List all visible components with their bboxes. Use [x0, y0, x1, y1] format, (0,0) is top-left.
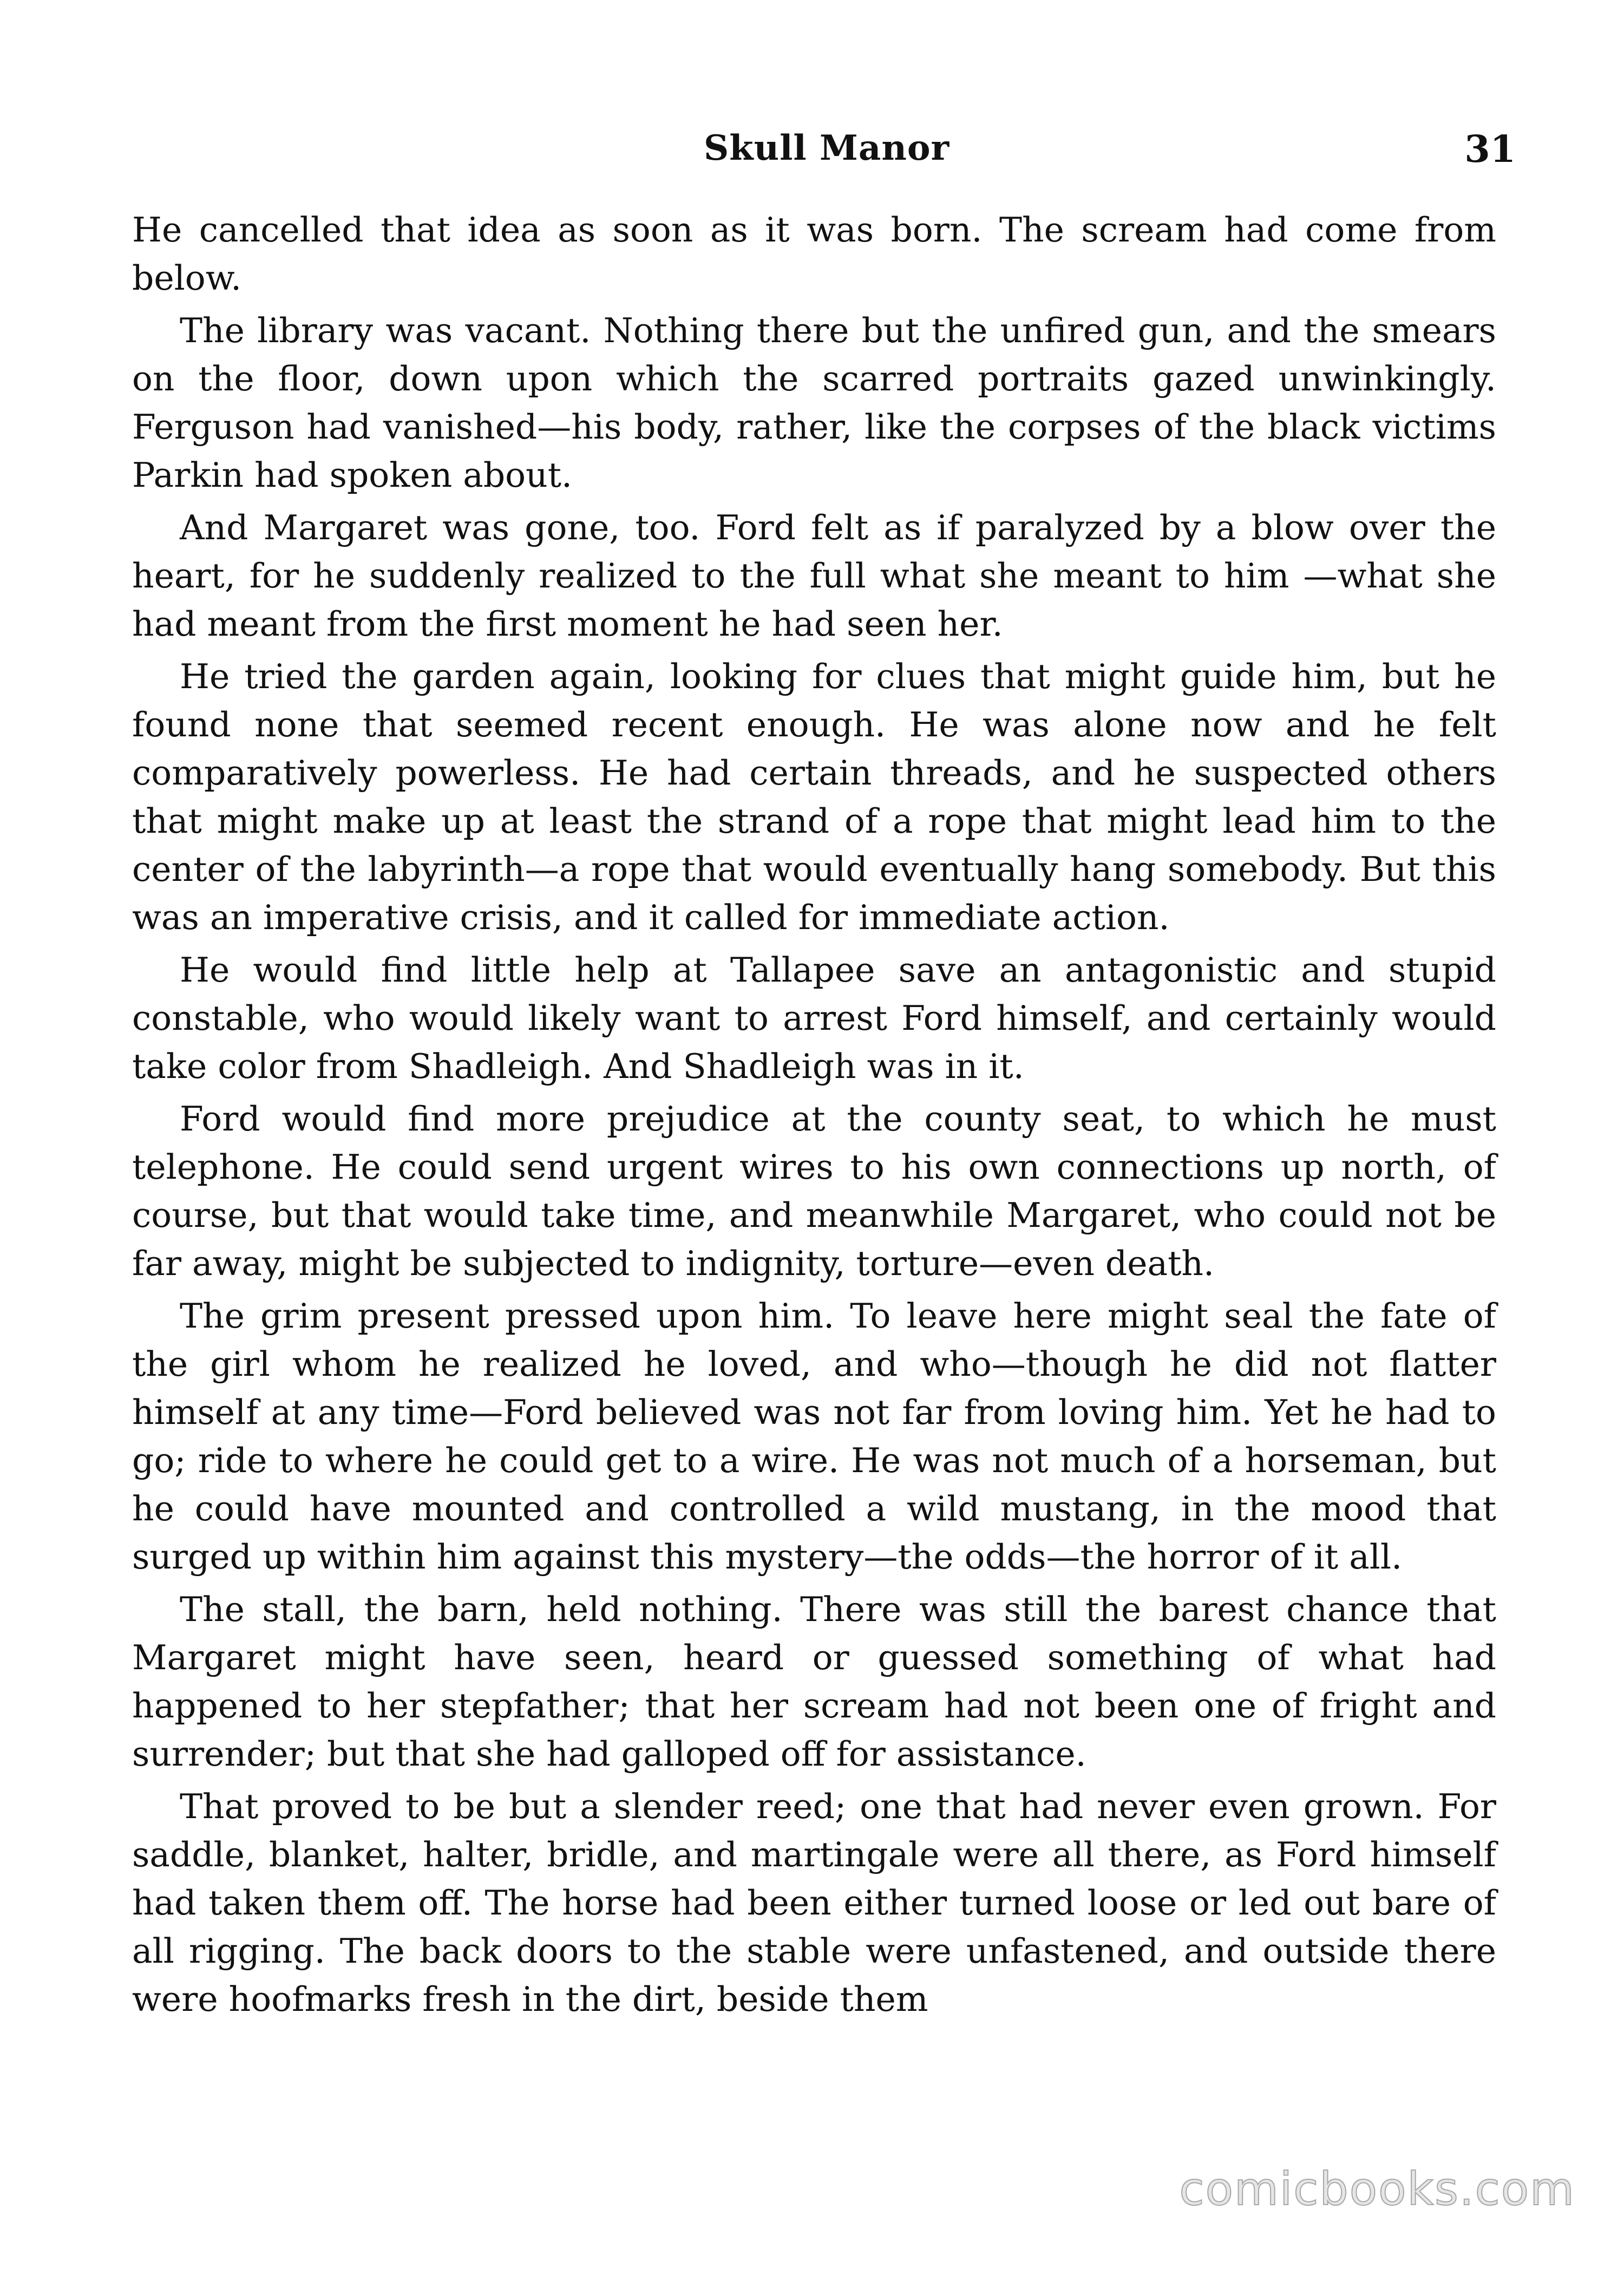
paragraph: He would find little help at Tallapee save an antagonistic and stupid constable, who would likely want to arrest Ford himself, and certainly would take color from Shadleigh. And Shadleigh was in it. [132, 950, 1496, 1086]
paragraph: Ford would find more prejudice at the county seat, to which he must telephone. He could send urgent wires to his own connections up north, of course, but that would take time, and meanwhile Margaret, who could not be far away, might be subjected to indignity, torture—even death. [132, 1099, 1496, 1283]
paragraph: The library was vacant. Nothing there but the unfired gun, and the smears on the floor, down upon which the scarred portraits gazed unwinkingly. Ferguson had vanished—his body, rather, like the corpses of the black victims Parkin had spoken about. [132, 311, 1496, 495]
paragraph: He tried the garden again, looking for clues that might guide him, but he found none that seemed recent enough. He was alone now and he felt comparatively powerless. He had certain threads, and he suspected others that might make up at least the strand of a rope that might lead him to the center of the labyrinth—a rope that would eventually hang somebody. But this was an imperative crisis, and it called for immediate action. [132, 657, 1496, 937]
watermark: comicbooks.com [1179, 2162, 1575, 2216]
paragraph: That proved to be but a slender reed; one that had never even grown. For saddle, blanket, halter, bridle, and martingale were all there, as Ford himself had taken them off. The horse had been either turned loose or led out bare of all rigging. The back doors to the stable were unfastened, and outside there were hoofmarks fresh in the dirt, beside them [132, 1787, 1496, 2019]
paragraph: He cancelled that idea as soon as it was born. The scream had come from below. [132, 210, 1496, 298]
body-text [132, 206, 1496, 2028]
paragraph: The stall, the barn, held nothing. There was still the barest chance that Margaret might have seen, heard or guessed something of what had happened to her stepfather; that her scream had not been one of fright and surrender; but that she had galloped off for assistance. [132, 1590, 1496, 1774]
page-number: 31 [1464, 128, 1516, 171]
running-title: Skull Manor [704, 128, 950, 168]
paragraph: And Margaret was gone, too. Ford felt as if paralyzed by a blow over the heart, for he suddenly realized to the full what she meant to him —what she had meant from the first moment he had seen her. [132, 508, 1496, 644]
page-header [0, 128, 1624, 171]
paragraph: The grim present pressed upon him. To leave here might seal the fate of the girl whom he realized he loved, and who—though he did not flatter himself at any time—Ford believed was not far from loving him. Yet he had to go; ride to where he could get to a wire. He was not much of a horseman, but he could have mounted and controlled a wild mustang, in the mood that surged up within him against this mystery—the odds—the horror of it all. [132, 1296, 1496, 1577]
